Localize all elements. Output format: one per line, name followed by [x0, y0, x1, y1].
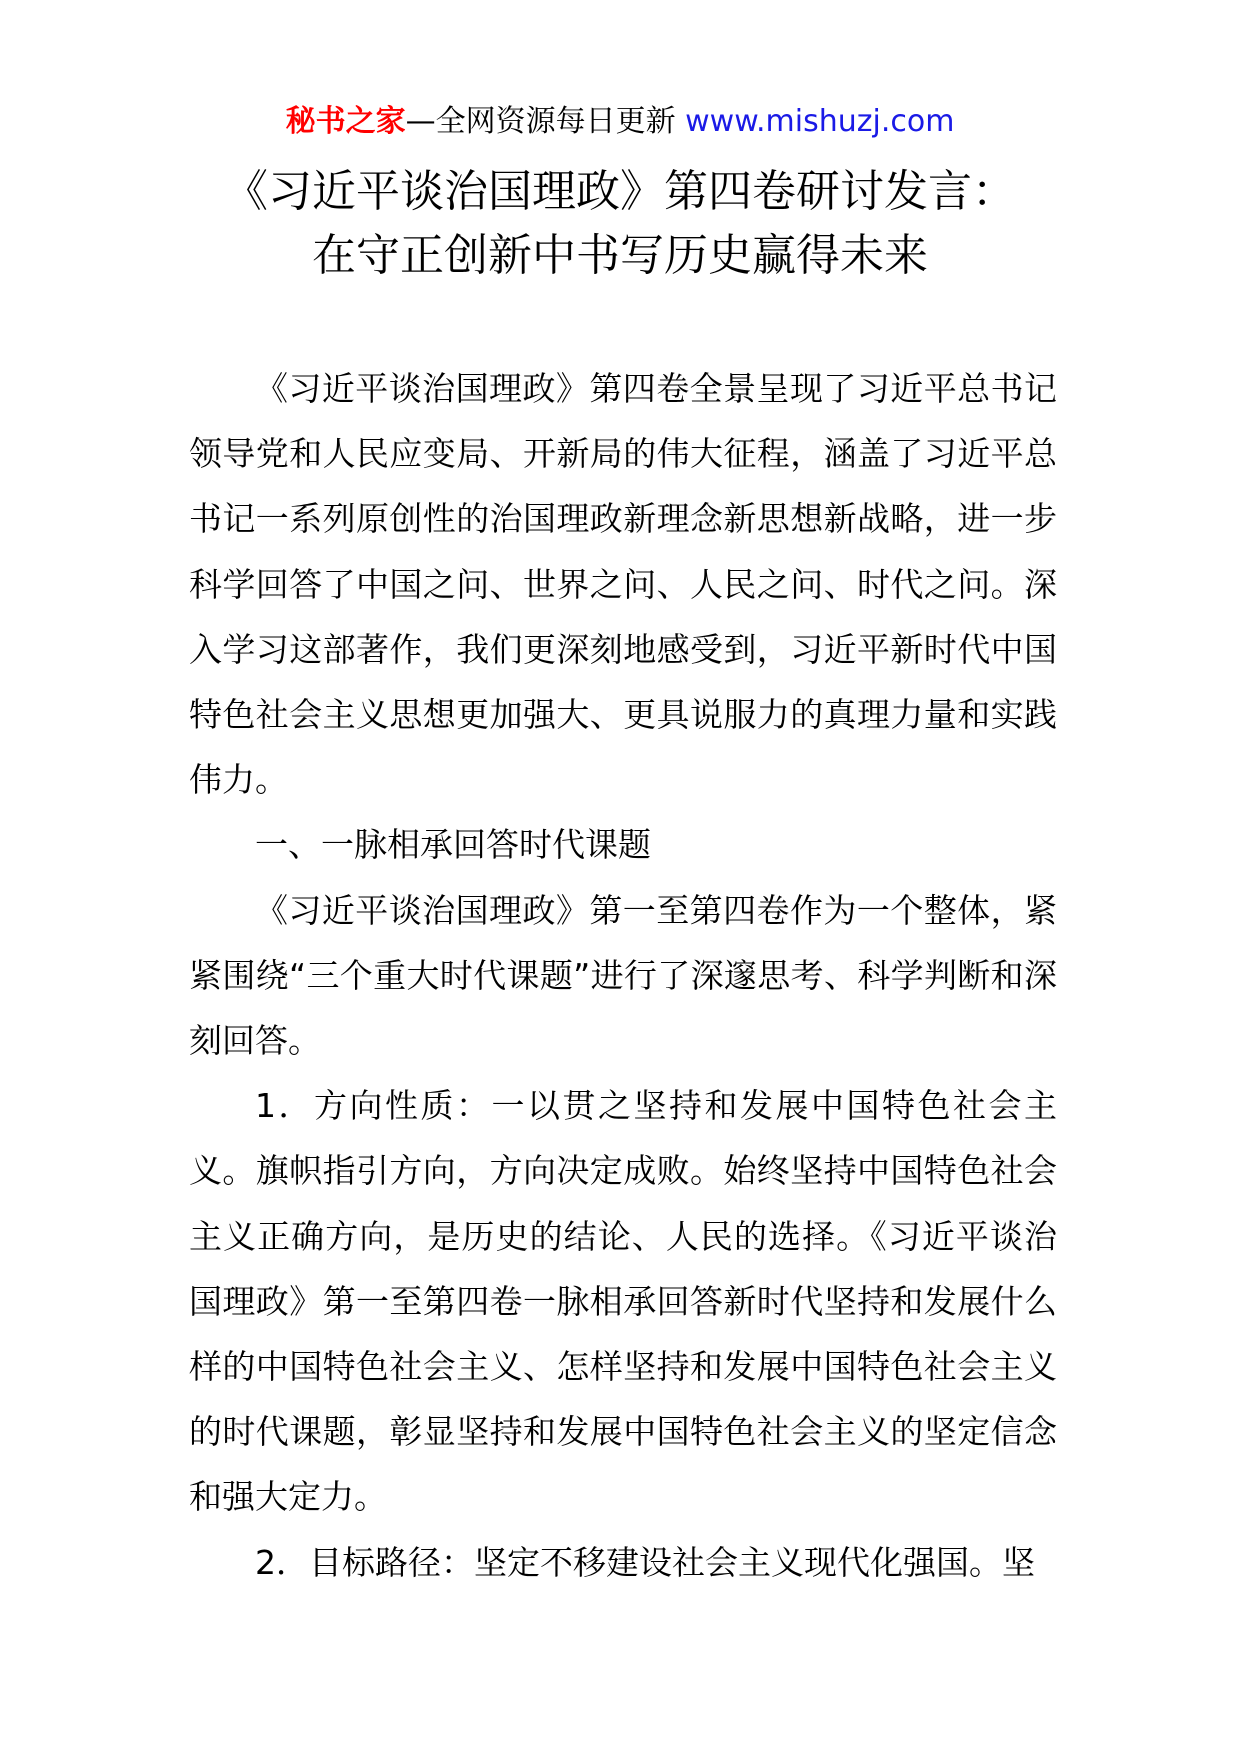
paragraph-intro: 《习近平谈治国理政》第四卷全景呈现了习近平总书记领导党和人民应变局、开新局的伟大征程，涵盖了习近平总书记一系列原创性的治国理政新理念新思想新战略，进一步科学回答了中国之问、世界之问、人民之问、时代之问。深入学习这部著作，我们更深刻地感受到，习近平新时代中国特色社会主义思想更加强大、更具说服力的真理力量和实践伟力。	[189, 369, 1057, 800]
title-line-1: 《习近平谈治国理政》第四卷研讨发言：	[224, 166, 1016, 217]
site-brand: 秘书之家	[285, 104, 406, 139]
document-title	[0, 160, 1240, 288]
paragraph-point-1: 1．方向性质：一以贯之坚持和发展中国特色社会主义。旗帜指引方向，方向决定成败。始终坚持中国特色社会主义正确方向，是历史的结论、人民的选择。《习近平谈治国理政》第一至第四卷一脉相承回答新时代坚持和发展什么样的中国特色社会主义、怎样坚持和发展中国特色社会主义的时代课题，彰显坚持和发展中国特色社会主义的坚定信念和强大定力。	[189, 1086, 1057, 1517]
paragraph-point-2: 2．目标路径：坚定不移建设社会主义现代化强国。坚	[255, 1542, 1035, 1582]
document-body	[189, 356, 1057, 1595]
title-line-2: 在守正创新中书写历史赢得未来	[312, 230, 928, 281]
site-tagline: —全网资源每日更新	[405, 104, 676, 139]
section-heading-1: 一、一脉相承回答时代课题	[255, 825, 651, 865]
paragraph-section-1-intro: 《习近平谈治国理政》第一至第四卷作为一个整体，紧紧围绕“三个重大时代课题”进行了深邃思考、科学判断和深刻回答。	[189, 890, 1057, 1061]
site-url-link[interactable]: www.mishuzj.com	[685, 104, 955, 139]
site-header	[0, 100, 1240, 144]
